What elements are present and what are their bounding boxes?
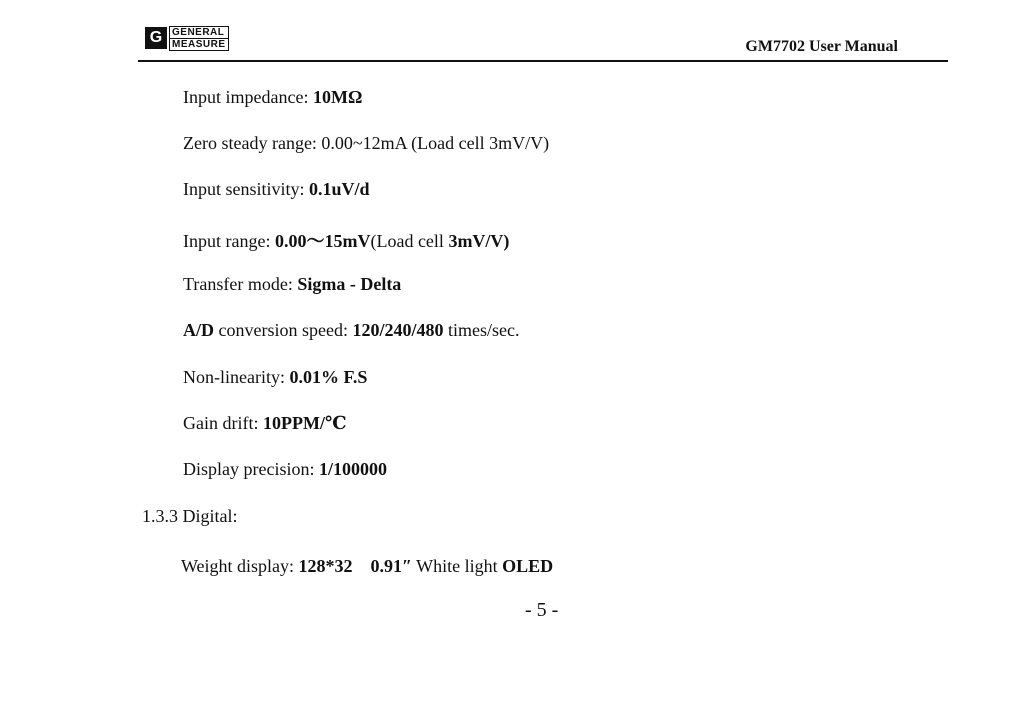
header-divider	[138, 60, 948, 62]
spec-value: 1/100000	[318, 459, 387, 479]
spec-suffix: times/sec.	[443, 320, 520, 340]
spec-text: Zero steady range: 0.00~12mA (Load cell 3mV/V)	[183, 133, 550, 153]
spec-value: 10MΩ	[312, 87, 363, 107]
spec-input-impedance	[183, 87, 362, 108]
spec-value-2: 3mV/V)	[448, 231, 510, 251]
spec-weight-display	[181, 552, 553, 578]
spec-transfer-mode	[183, 274, 401, 295]
spec-value: 120/240/480	[352, 320, 444, 340]
manual-title: GM7702 User Manual	[745, 38, 898, 55]
spec-value-2: OLED	[502, 556, 554, 576]
spec-value: 0.01% F.S	[289, 367, 368, 387]
spec-label: Transfer mode:	[183, 274, 298, 294]
spec-display-precision	[183, 459, 387, 480]
logo-text	[169, 26, 229, 51]
logo-line-general: GENERAL	[169, 26, 229, 39]
logo-line-measure: MEASURE	[169, 39, 229, 51]
spec-input-range	[183, 227, 509, 253]
spec-label: Input range:	[183, 231, 275, 251]
heading-text: 1.3.3 Digital:	[142, 506, 238, 526]
spec-label: Weight display:	[181, 556, 299, 576]
spec-label: Input impedance:	[183, 87, 313, 107]
page-number: - 5 -	[525, 599, 559, 621]
spec-value: 0.1uV/d	[309, 179, 370, 199]
logo-mark-icon: G	[145, 27, 167, 49]
spec-mid: White light	[412, 556, 503, 576]
spec-label: Input sensitivity:	[183, 179, 309, 199]
spec-ad-conversion-speed	[183, 320, 519, 341]
spec-mid: (Load cell	[370, 231, 449, 251]
spec-label: Non-linearity:	[183, 367, 290, 387]
spec-prefix: A/D	[183, 320, 214, 340]
general-measure-logo	[145, 26, 229, 50]
spec-input-sensitivity	[183, 179, 370, 200]
spec-label: Display precision:	[183, 459, 319, 479]
section-heading-digital	[142, 506, 238, 527]
spec-value: Sigma - Delta	[297, 274, 402, 294]
spec-non-linearity	[183, 367, 367, 388]
spec-value: 0.00～15mV	[274, 231, 371, 251]
spec-zero-steady-range	[183, 133, 549, 154]
spec-label: Gain drift:	[183, 413, 263, 433]
spec-gain-drift	[183, 413, 347, 434]
spec-label: conversion speed:	[214, 320, 353, 340]
spec-value: 10PPM/℃	[262, 413, 347, 433]
spec-value: 128*32 0.91″	[298, 556, 412, 576]
